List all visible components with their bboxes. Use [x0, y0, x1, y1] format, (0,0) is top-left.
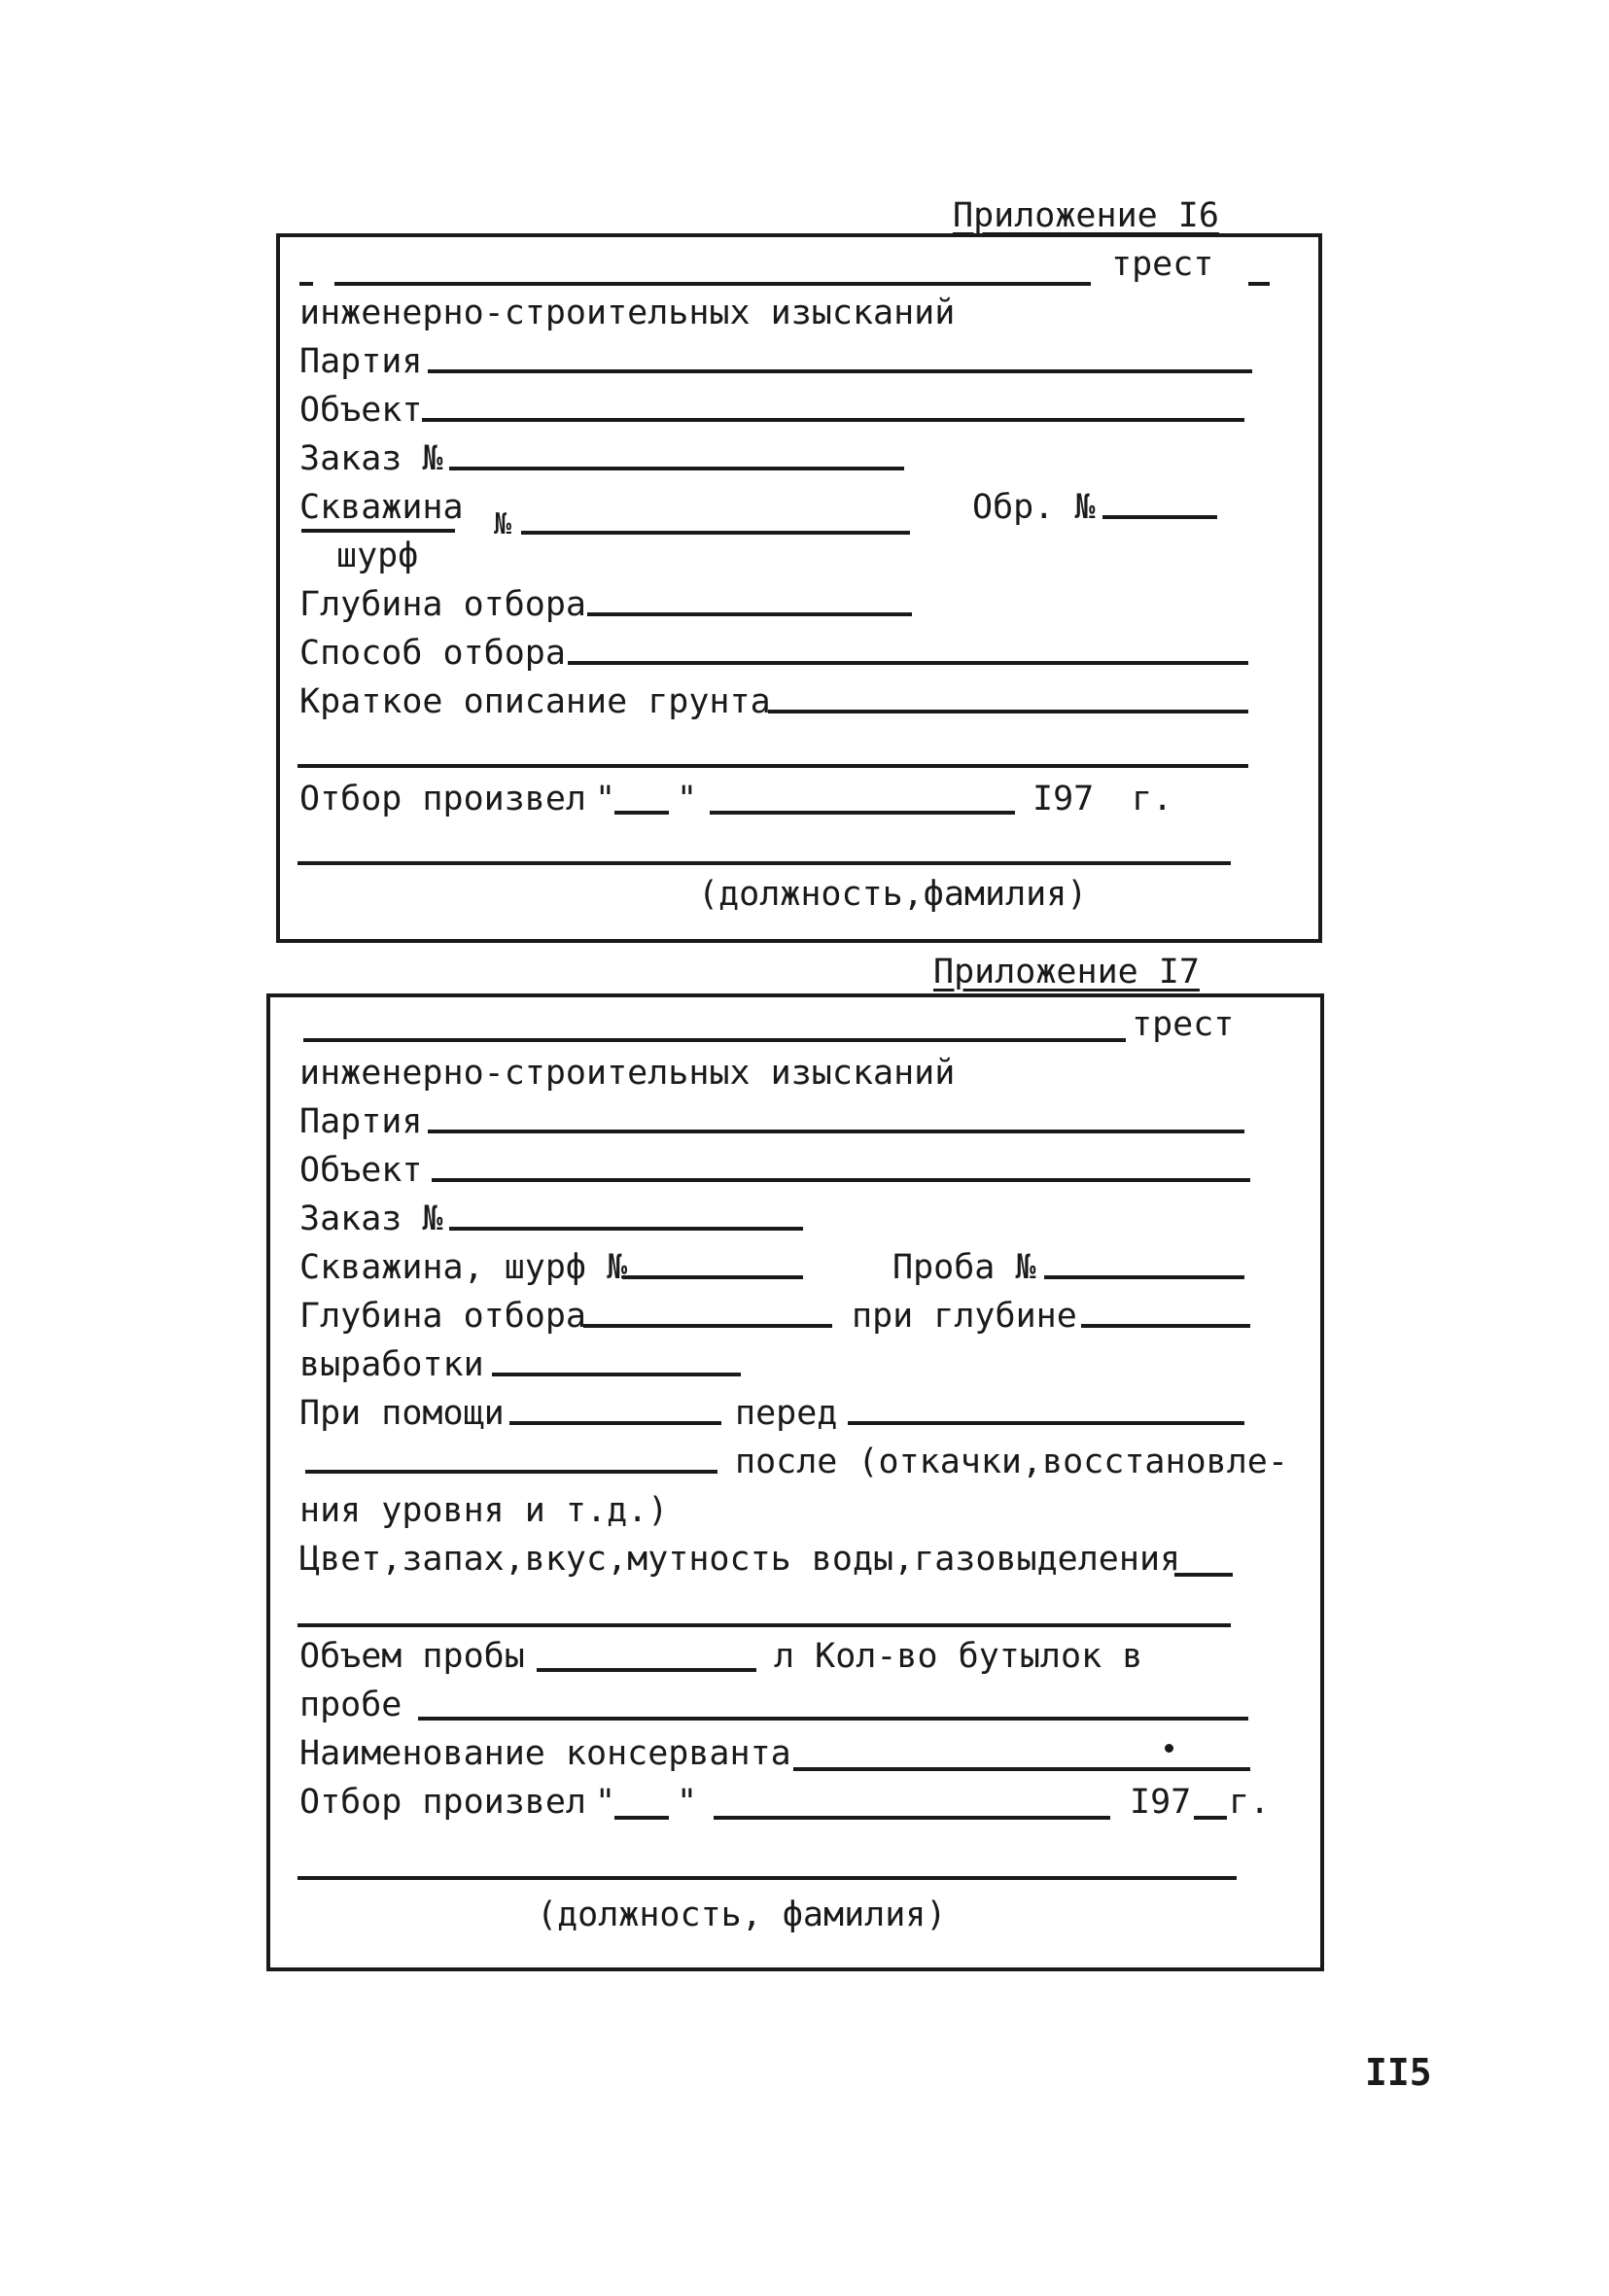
f17-at-depth-field[interactable] — [1081, 1324, 1250, 1328]
f17-party-field[interactable] — [428, 1130, 1244, 1133]
f17-trust-label: трест — [1132, 1005, 1235, 1044]
f16-month-field[interactable] — [710, 811, 1015, 815]
f17-depth-field[interactable] — [583, 1324, 832, 1328]
f17-probe-field[interactable] — [1044, 1275, 1244, 1279]
f16-depth-field[interactable] — [587, 612, 912, 616]
f17-working-label: выработки — [299, 1345, 484, 1384]
f16-day-field[interactable] — [614, 811, 669, 815]
form-17-frame — [266, 993, 1324, 1971]
f17-month-field[interactable] — [714, 1816, 1110, 1820]
f17-year-prefix: I97 — [1130, 1783, 1192, 1822]
f17-org-label: инженерно-строительных изысканий — [299, 1054, 956, 1093]
f17-signature-caption: (должность, фамилия) — [537, 1896, 947, 1934]
f16-soil-label: Краткое описание грунта — [299, 682, 771, 721]
f17-at-depth-label: при глубине — [852, 1297, 1077, 1336]
f17-well-pit-label: Скважина, шурф № — [299, 1248, 628, 1287]
f16-well-label: Скважина — [299, 488, 464, 527]
f16-signature-line[interactable] — [297, 861, 1231, 865]
f17-taken-by-label: Отбор произвел — [299, 1783, 587, 1822]
f16-soil-field-continued[interactable] — [297, 764, 1248, 768]
f17-in-sample-label: пробе — [299, 1686, 402, 1724]
appendix-16-heading: Приложение I6 — [953, 196, 1219, 235]
f16-pit-label: шурф — [336, 537, 419, 575]
f17-close-quote: " — [677, 1783, 698, 1822]
f16-org-label: инженерно-строительных изысканий — [299, 294, 956, 332]
f16-number-sign: № — [494, 507, 512, 541]
f17-water-field[interactable] — [1174, 1573, 1233, 1577]
f17-object-label: Объект — [299, 1151, 423, 1190]
f17-probe-label: Проба № — [892, 1248, 1036, 1287]
appendix-17-heading: Приложение I7 — [933, 953, 1200, 991]
f16-order-label: Заказ № — [299, 439, 443, 478]
f16-order-field[interactable] — [449, 467, 904, 470]
f16-object-field[interactable] — [422, 418, 1244, 422]
f16-trust-tail — [1248, 282, 1270, 286]
f17-before-field[interactable] — [848, 1421, 1244, 1425]
f16-method-label: Способ отбора — [299, 634, 566, 673]
f17-open-quote: " — [595, 1783, 616, 1822]
f17-by-means-field[interactable] — [509, 1421, 721, 1425]
f16-year-prefix: I97 — [1032, 780, 1095, 818]
f16-soil-field[interactable] — [768, 710, 1248, 713]
f17-order-label: Заказ № — [299, 1200, 443, 1238]
f17-water-label: Цвет,запах,вкус,мутность воды,газовыделения — [299, 1540, 1181, 1579]
f17-party-label: Партия — [299, 1102, 423, 1141]
f17-level-label: ния уровня и т.д.) — [299, 1491, 669, 1530]
f17-order-field[interactable] — [449, 1227, 803, 1231]
f17-by-means-label: При помощи — [299, 1394, 505, 1433]
f17-after-field[interactable] — [305, 1470, 717, 1474]
f17-before-label: перед — [735, 1394, 838, 1433]
f16-trust-dash — [299, 282, 313, 286]
f17-day-field[interactable] — [614, 1816, 669, 1820]
f17-water-field-continued[interactable] — [297, 1623, 1231, 1627]
f17-year-field[interactable] — [1194, 1816, 1227, 1820]
f17-well-pit-field[interactable] — [622, 1275, 803, 1279]
f16-object-label: Объект — [299, 391, 423, 430]
f16-taken-by-label: Отбор произвел — [299, 780, 587, 818]
f16-close-quote: " — [677, 780, 698, 818]
f17-preservative-field[interactable] — [793, 1767, 1250, 1771]
f16-depth-label: Глубина отбора — [299, 585, 587, 624]
f16-sample-number-field[interactable] — [1102, 515, 1217, 519]
f16-sample-number-label: Обр. № — [972, 488, 1096, 527]
page-number: II5 — [1365, 2051, 1432, 2094]
f17-year-suffix: г. — [1229, 1783, 1271, 1822]
f16-open-quote: " — [595, 780, 616, 818]
f17-ink-dot — [1165, 1744, 1173, 1753]
f16-method-field[interactable] — [568, 661, 1248, 665]
f17-depth-label: Глубина отбора — [299, 1297, 587, 1336]
f17-bottles-field[interactable] — [418, 1717, 1248, 1721]
f16-year-suffix: г. — [1132, 780, 1173, 818]
f16-trust-label: трест — [1111, 245, 1214, 284]
f16-trust-line[interactable] — [334, 282, 1091, 286]
f16-well-pit-divider — [301, 529, 455, 533]
f16-signature-caption: (должность,фамилия) — [698, 875, 1088, 914]
f17-working-field[interactable] — [492, 1373, 741, 1376]
f17-trust-line[interactable] — [303, 1038, 1126, 1042]
f17-signature-line[interactable] — [297, 1876, 1237, 1880]
f16-party-field[interactable] — [428, 369, 1252, 373]
f17-volume-label: Объем пробы — [299, 1637, 525, 1676]
f17-volume-field[interactable] — [537, 1668, 756, 1672]
f16-party-label: Партия — [299, 342, 423, 381]
f16-well-number-field[interactable] — [521, 531, 910, 535]
f17-object-field[interactable] — [432, 1178, 1250, 1182]
f17-preservative-label: Наименование консерванта — [299, 1734, 791, 1773]
f17-after-label: после (откачки,восстановле- — [735, 1443, 1288, 1481]
f17-bottles-label: л Кол-во бутылок в — [774, 1637, 1143, 1676]
